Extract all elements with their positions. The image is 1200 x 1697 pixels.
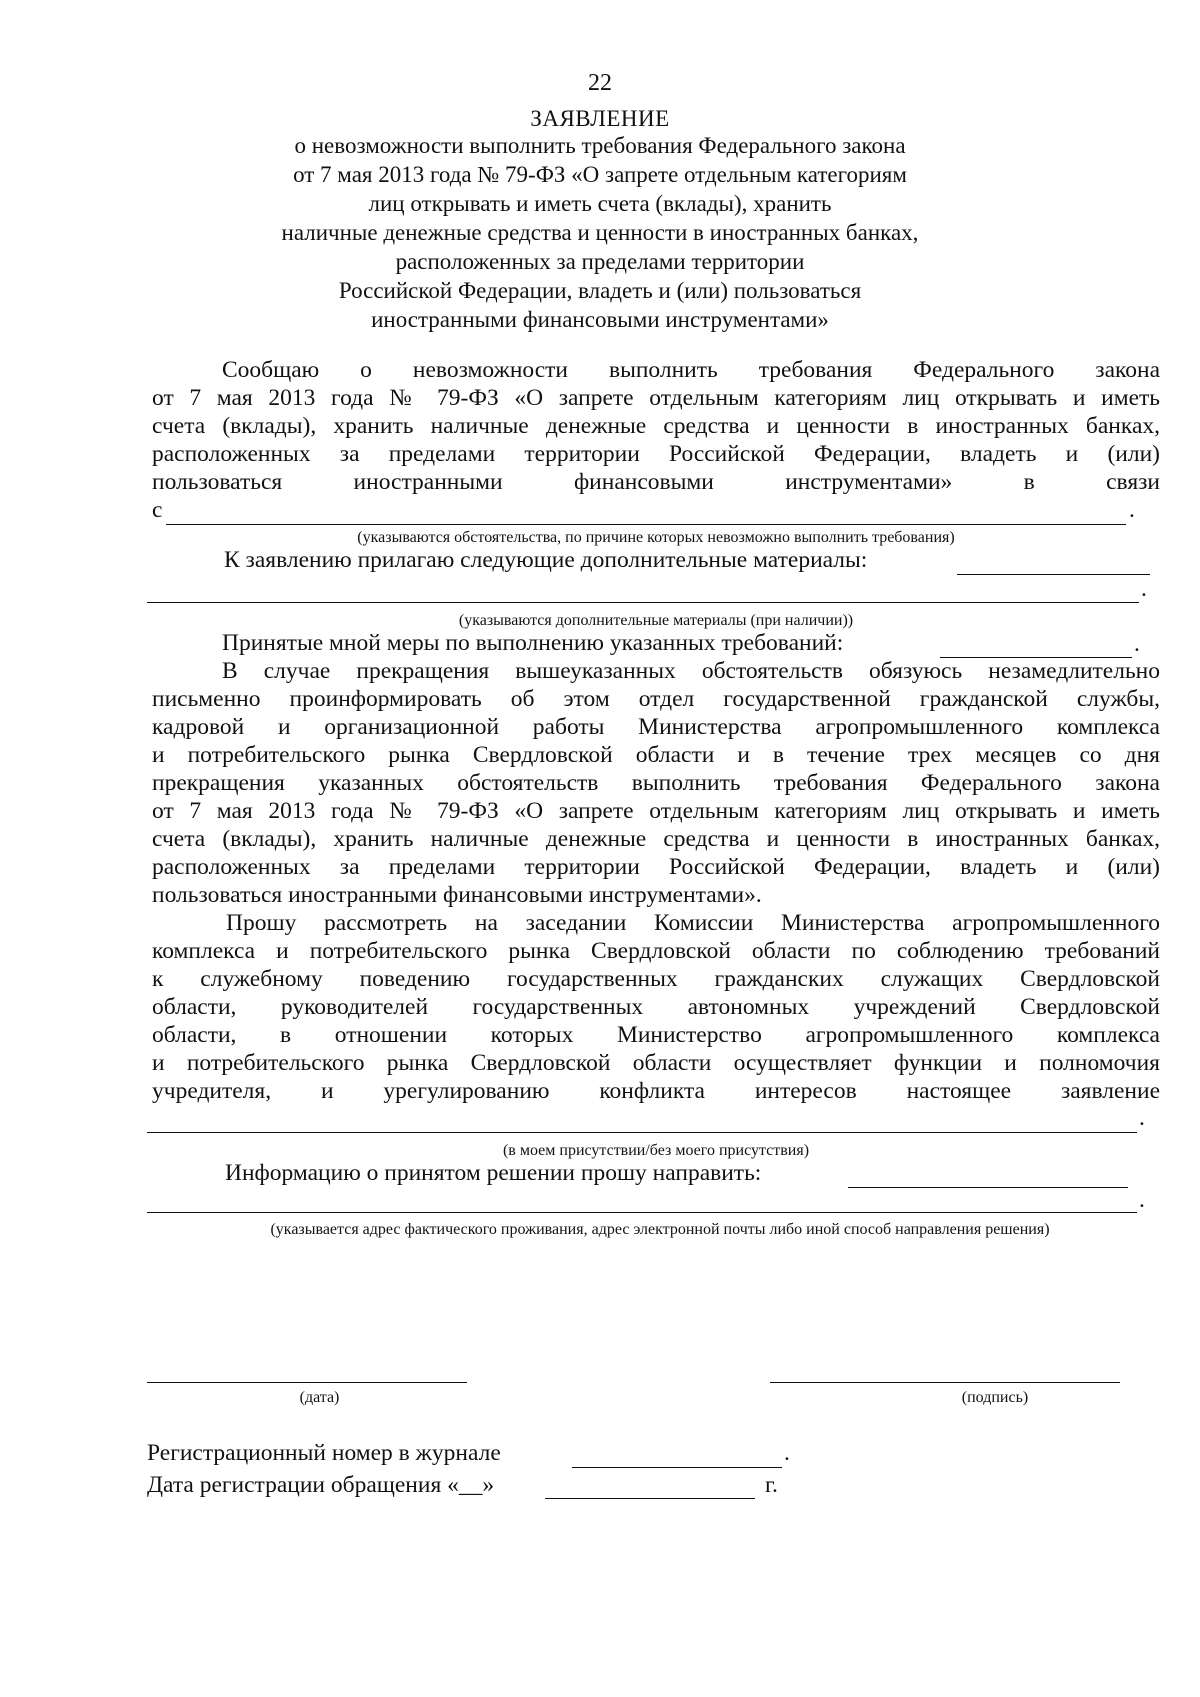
paragraph-line: расположенных за пределами территории Российской Федерации, владеть и (или) — [152, 441, 1160, 467]
registration-date-label: Дата регистрации обращения «__» — [147, 1472, 495, 1498]
date-field[interactable] — [147, 1382, 467, 1383]
materials-hint: (указываются дополнительные материалы (при наличии)) — [458, 612, 854, 629]
date-caption: (дата) — [299, 1389, 340, 1406]
registration-number-field[interactable] — [572, 1467, 782, 1468]
paragraph-line: комплекса и потребительского рынка Свердловской области по соблюдению требований — [152, 938, 1160, 964]
subtitle-line: от 7 мая 2013 года № 79-ФЗ «О запрете отдельным категориям — [293, 162, 907, 187]
attachments-field-2[interactable] — [147, 602, 1139, 603]
attachments-label: К заявлению прилагаю следующие дополнительные материалы: — [224, 547, 868, 573]
document-title: ЗАЯВЛЕНИЕ — [530, 106, 670, 131]
page-number: 22 — [588, 70, 612, 96]
presence-hint: (в моем присутствии/без моего присутствия) — [502, 1142, 810, 1159]
period: . — [1139, 1187, 1145, 1213]
address-hint: (указывается адрес фактического проживания, адрес электронной почты либо иной способ направления решения) — [270, 1221, 1050, 1238]
paragraph-line: пользоваться иностранными финансовыми инструментами» в связи — [152, 469, 1160, 495]
registration-number-label: Регистрационный номер в журнале — [147, 1440, 501, 1466]
decision-address-field-2[interactable] — [147, 1212, 1137, 1213]
period: . — [1141, 576, 1147, 602]
year-suffix: г. — [765, 1472, 778, 1498]
paragraph-line: от 7 мая 2013 года № 79-ФЗ «О запрете отдельным категориям лиц открывать и иметь — [152, 385, 1160, 411]
period: . — [784, 1440, 790, 1466]
subtitle-line: о невозможности выполнить требования Федерального закона — [294, 133, 906, 158]
paragraph-line: письменно проинформировать об этом отдел государственной гражданской службы, — [152, 686, 1160, 712]
paragraph-line: счета (вклады), хранить наличные денежные средства и ценности в иностранных банках, — [152, 413, 1160, 439]
measures-label: Принятые мной меры по выполнению указанных требований: — [222, 630, 844, 656]
subtitle-line: расположенных за пределами территории — [395, 249, 805, 274]
decision-info-label: Информацию о принятом решении прошу направить: — [225, 1160, 762, 1186]
attachments-field-1[interactable] — [957, 574, 1150, 575]
paragraph-line: прекращения указанных обстоятельств выполнить требования Федерального закона — [152, 770, 1160, 796]
decision-address-field-1[interactable] — [848, 1187, 1128, 1188]
circumstances-field[interactable] — [166, 524, 1126, 525]
paragraph-line: и потребительского рынка Свердловской области и в течение трех месяцев со дня — [152, 742, 1160, 768]
reason-prefix: с — [152, 497, 163, 523]
subtitle-line: лиц открывать и иметь счета (вклады), хранить — [368, 191, 832, 216]
paragraph-line: Сообщаю о невозможности выполнить требования Федерального закона — [222, 357, 1160, 383]
circumstances-hint: (указываются обстоятельства, по причине которых невозможно выполнить требования) — [357, 529, 955, 546]
period: . — [1139, 1105, 1145, 1131]
paragraph-line: к служебному поведению государственных гражданских служащих Свердловской — [152, 966, 1160, 992]
presence-field[interactable] — [147, 1132, 1137, 1133]
paragraph-line: кадровой и организационной работы Министерства агропромышленного комплекса — [152, 714, 1160, 740]
paragraph-line: области, в отношении которых Министерство агропромышленного комплекса — [152, 1022, 1160, 1048]
paragraph-line: счета (вклады), хранить наличные денежные средства и ценности в иностранных банках, — [152, 826, 1160, 852]
paragraph-line: расположенных за пределами территории Российской Федерации, владеть и (или) — [152, 854, 1160, 880]
paragraph-line: и потребительского рынка Свердловской области осуществляет функции и полномочия — [152, 1050, 1160, 1076]
signature-caption: (подпись) — [961, 1389, 1029, 1406]
subtitle-line: Российской Федерации, владеть и (или) пользоваться — [338, 278, 862, 303]
paragraph-line: В случае прекращения вышеуказанных обстоятельств обязуюсь незамедлительно — [222, 658, 1160, 684]
paragraph-line: Прошу рассмотреть на заседании Комиссии Министерства агропромышленного — [226, 910, 1160, 936]
period: . — [1134, 631, 1140, 657]
paragraph-line: пользоваться иностранными финансовыми инструментами». — [152, 882, 762, 908]
subtitle-line: наличные денежные средства и ценности в иностранных банках, — [281, 220, 919, 245]
subtitle-line: иностранными финансовыми инструментами» — [371, 307, 829, 332]
period: . — [1129, 497, 1135, 523]
paragraph-line: области, руководителей государственных автономных учреждений Свердловской — [152, 994, 1160, 1020]
paragraph-line: учредителя, и урегулированию конфликта интересов настоящее заявление — [152, 1078, 1160, 1104]
signature-field[interactable] — [770, 1382, 1120, 1383]
registration-date-field[interactable] — [545, 1498, 755, 1499]
paragraph-line: от 7 мая 2013 года № 79-ФЗ «О запрете отдельным категориям лиц открывать и иметь — [152, 798, 1160, 824]
